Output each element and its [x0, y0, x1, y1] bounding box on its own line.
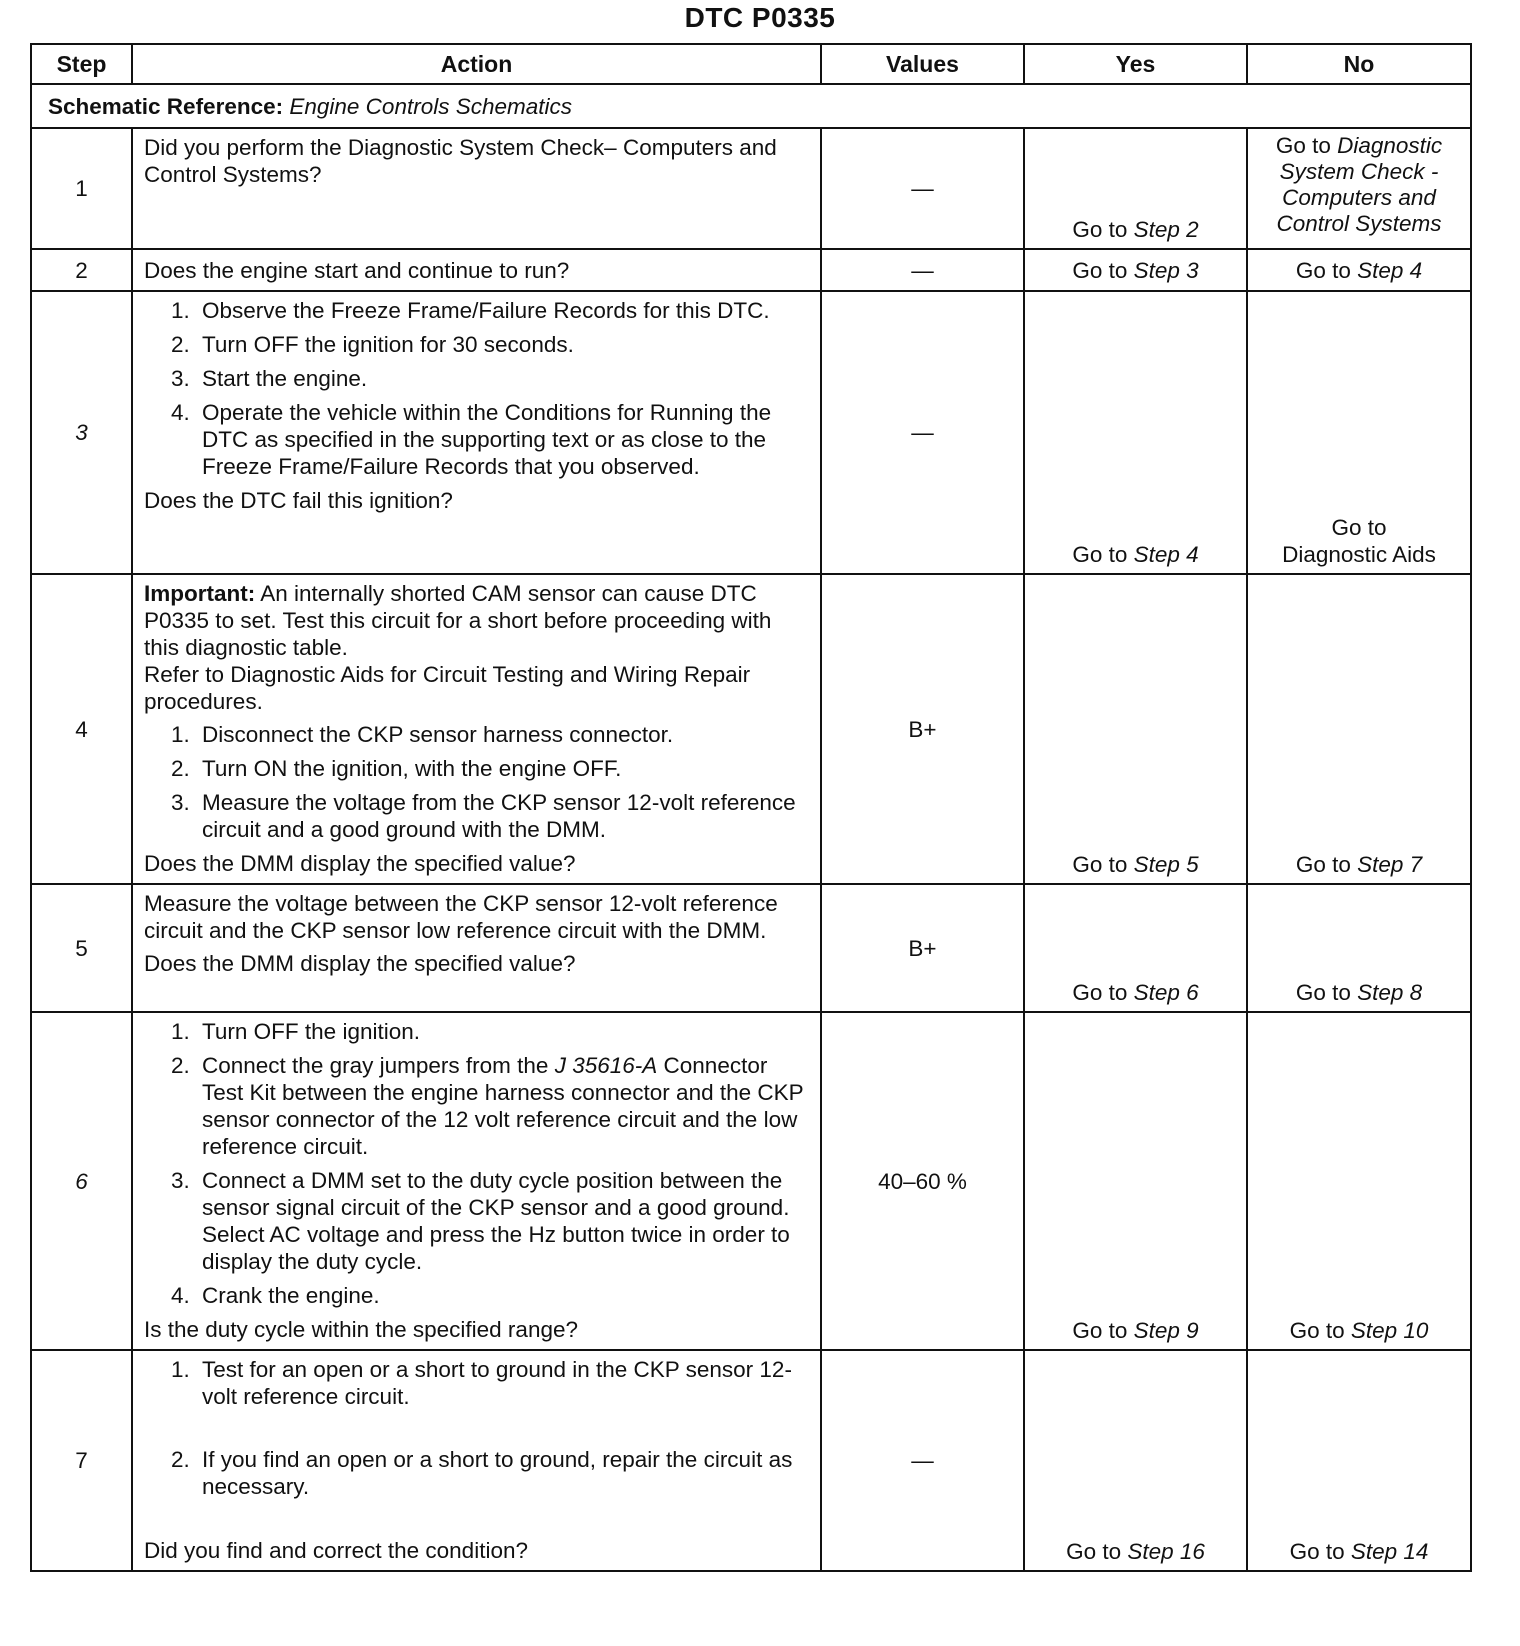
- yes-cell: [1024, 249, 1247, 291]
- header-yes: Yes: [1024, 44, 1247, 84]
- action-cell: [132, 1012, 821, 1350]
- yes-prefix: Go to: [1066, 1539, 1122, 1564]
- yes-target: Step 16: [1127, 1539, 1205, 1564]
- yes-cell: [1024, 1012, 1247, 1350]
- header-action: Action: [132, 44, 821, 84]
- step-number: 7: [31, 1350, 132, 1571]
- step-number: [31, 291, 132, 574]
- value-cell: —: [821, 128, 1024, 249]
- item-text: Connector Test Kit between the engine harness connector and the CKP sensor connector of the 12 volt reference circuit and the low reference circuit.: [202, 1053, 804, 1159]
- no-cell: [1247, 291, 1471, 574]
- action-steps: [144, 721, 810, 843]
- list-item: 4. Operate the vehicle within the Conditions for Running the DTC as specified in the supporting text or as close to the Freeze Frame/Failure Records that you observed.: [196, 399, 810, 480]
- important-text: An internally shorted CAM sensor can cause DTC P0335 to set. Test this circuit for a short before proceeding with this diagnostic table.: [144, 581, 772, 660]
- step-number-text: 3: [75, 420, 88, 445]
- action-question: Does the DTC fail this ignition?: [144, 488, 453, 513]
- no-cell: [1247, 1350, 1471, 1571]
- step-number: 4: [31, 574, 132, 884]
- action-cell: [132, 884, 821, 1012]
- no-prefix: Go to: [1295, 980, 1351, 1005]
- no-prefix: Go to: [1295, 852, 1351, 877]
- yes-cell: [1024, 128, 1247, 249]
- action-steps: [144, 1018, 810, 1309]
- yes-target: Step 9: [1133, 1318, 1199, 1343]
- tool-name: J 35616-A: [554, 1053, 658, 1078]
- action-text: Does the engine start and continue to run?: [144, 257, 570, 283]
- schematic-label: Schematic Reference:: [48, 94, 284, 119]
- list-item: 2. Turn ON the ignition, with the engine OFF.: [196, 755, 810, 782]
- diagnostic-table: [30, 43, 1472, 1572]
- schematic-value: Engine Controls Schematics: [289, 94, 573, 119]
- header-values: Values: [821, 44, 1024, 84]
- value-cell: —: [821, 291, 1024, 574]
- value-cell: B+: [821, 574, 1024, 884]
- no-target: Diagnostic System Check - Computers and Control Systems: [1276, 133, 1443, 236]
- no-target: Step 7: [1357, 852, 1423, 877]
- list-item: 1. Test for an open or a short to ground in the CKP sensor 12-volt reference circuit.: [196, 1356, 810, 1410]
- action-question: Is the duty cycle within the specified range?: [144, 1317, 578, 1342]
- no-prefix: Go to: [1289, 1318, 1345, 1343]
- step-number: 1: [31, 128, 132, 249]
- action-question: Did you find and correct the condition?: [144, 1538, 528, 1563]
- table-row: [31, 1012, 1471, 1350]
- action-question: Does the DMM display the specified value?: [144, 851, 576, 876]
- table-row: [31, 249, 1471, 291]
- yes-target: Step 2: [1133, 217, 1199, 242]
- yes-cell: [1024, 574, 1247, 884]
- no-prefix: Go to: [1295, 257, 1351, 283]
- no-cell: [1247, 574, 1471, 884]
- list-item: 1. Disconnect the CKP sensor harness connector.: [196, 721, 810, 748]
- yes-target: Step 4: [1133, 542, 1199, 567]
- header-no: No: [1247, 44, 1471, 84]
- no-target: Step 4: [1357, 257, 1423, 283]
- yes-target: Step 3: [1133, 257, 1199, 283]
- no-target: Step 10: [1350, 1318, 1429, 1343]
- value-cell: —: [821, 1350, 1024, 1571]
- step-number-text: 6: [75, 1168, 88, 1194]
- list-item: 2. If you find an open or a short to ground, repair the circuit as necessary.: [196, 1446, 810, 1500]
- action-question: Does the DMM display the specified value?: [144, 951, 576, 976]
- yes-target: Step 5: [1133, 852, 1199, 877]
- no-cell: [1247, 128, 1471, 249]
- refer-text: Refer to Diagnostic Aids for Circuit Testing and Wiring Repair procedures.: [144, 662, 751, 714]
- step-number: 2: [31, 249, 132, 291]
- list-item: 4. Crank the engine.: [196, 1282, 810, 1309]
- yes-cell: [1024, 1350, 1247, 1571]
- list-item: 1. Turn OFF the ignition.: [196, 1018, 810, 1045]
- no-prefix: Go to: [1331, 515, 1387, 540]
- no-target: Diagnostic Aids: [1282, 542, 1436, 567]
- schematic-reference: [31, 84, 1471, 128]
- step-number: [31, 1012, 132, 1350]
- value-cell: 40–60 %: [821, 1012, 1024, 1350]
- no-cell: [1247, 1012, 1471, 1350]
- list-item: 3. Connect a DMM set to the duty cycle position between the sensor signal circuit of the CKP sensor and a good ground. Select AC voltage and press the Hz button twice in order to display the duty cycle.: [196, 1167, 810, 1275]
- action-cell: [132, 1350, 821, 1571]
- action-steps: [144, 297, 810, 480]
- list-item: 2. Turn OFF the ignition for 30 seconds.: [196, 331, 810, 358]
- table-row: [31, 574, 1471, 884]
- action-steps: [144, 1356, 810, 1500]
- value-cell: —: [821, 249, 1024, 291]
- yes-prefix: Go to: [1072, 257, 1128, 283]
- yes-prefix: Go to: [1072, 217, 1128, 242]
- schematic-row: [31, 84, 1471, 128]
- list-item: 1. Observe the Freeze Frame/Failure Records for this DTC.: [196, 297, 810, 324]
- table-row: [31, 128, 1471, 249]
- yes-cell: [1024, 884, 1247, 1012]
- no-cell: [1247, 884, 1471, 1012]
- yes-prefix: Go to: [1072, 1318, 1128, 1343]
- important-label: Important:: [144, 581, 256, 606]
- yes-prefix: Go to: [1072, 980, 1128, 1005]
- no-prefix: Go to: [1275, 133, 1331, 158]
- list-item: [196, 1052, 810, 1160]
- list-item: 3. Start the engine.: [196, 365, 810, 392]
- value-cell: B+: [821, 884, 1024, 1012]
- step-number: 5: [31, 884, 132, 1012]
- yes-prefix: Go to: [1072, 542, 1128, 567]
- yes-cell: [1024, 291, 1247, 574]
- action-cell: [132, 249, 821, 291]
- action-text: Did you perform the Diagnostic System Check– Computers and Control Systems?: [144, 135, 777, 187]
- no-target: Step 8: [1357, 980, 1423, 1005]
- important-note: [144, 580, 810, 661]
- action-cell: [132, 291, 821, 574]
- action-cell: [132, 128, 821, 249]
- page-title: DTC P0335: [684, 2, 836, 33]
- table-row: [31, 291, 1471, 574]
- no-prefix: Go to: [1289, 1539, 1345, 1564]
- action-text: Measure the voltage between the CKP sensor 12-volt reference circuit and the CKP sensor low reference circuit with the DMM.: [144, 891, 778, 943]
- yes-prefix: Go to: [1072, 852, 1128, 877]
- item-text: Connect the gray jumpers from the: [202, 1053, 549, 1078]
- header-row: [31, 44, 1471, 84]
- list-item: 3. Measure the voltage from the CKP sensor 12-volt reference circuit and a good ground with the DMM.: [196, 789, 810, 843]
- table-row: [31, 1350, 1471, 1571]
- table-row: [31, 884, 1471, 1012]
- header-step: Step: [31, 44, 132, 84]
- yes-target: Step 6: [1133, 980, 1199, 1005]
- action-cell: [132, 574, 821, 884]
- no-cell: [1247, 249, 1471, 291]
- no-target: Step 14: [1350, 1539, 1429, 1564]
